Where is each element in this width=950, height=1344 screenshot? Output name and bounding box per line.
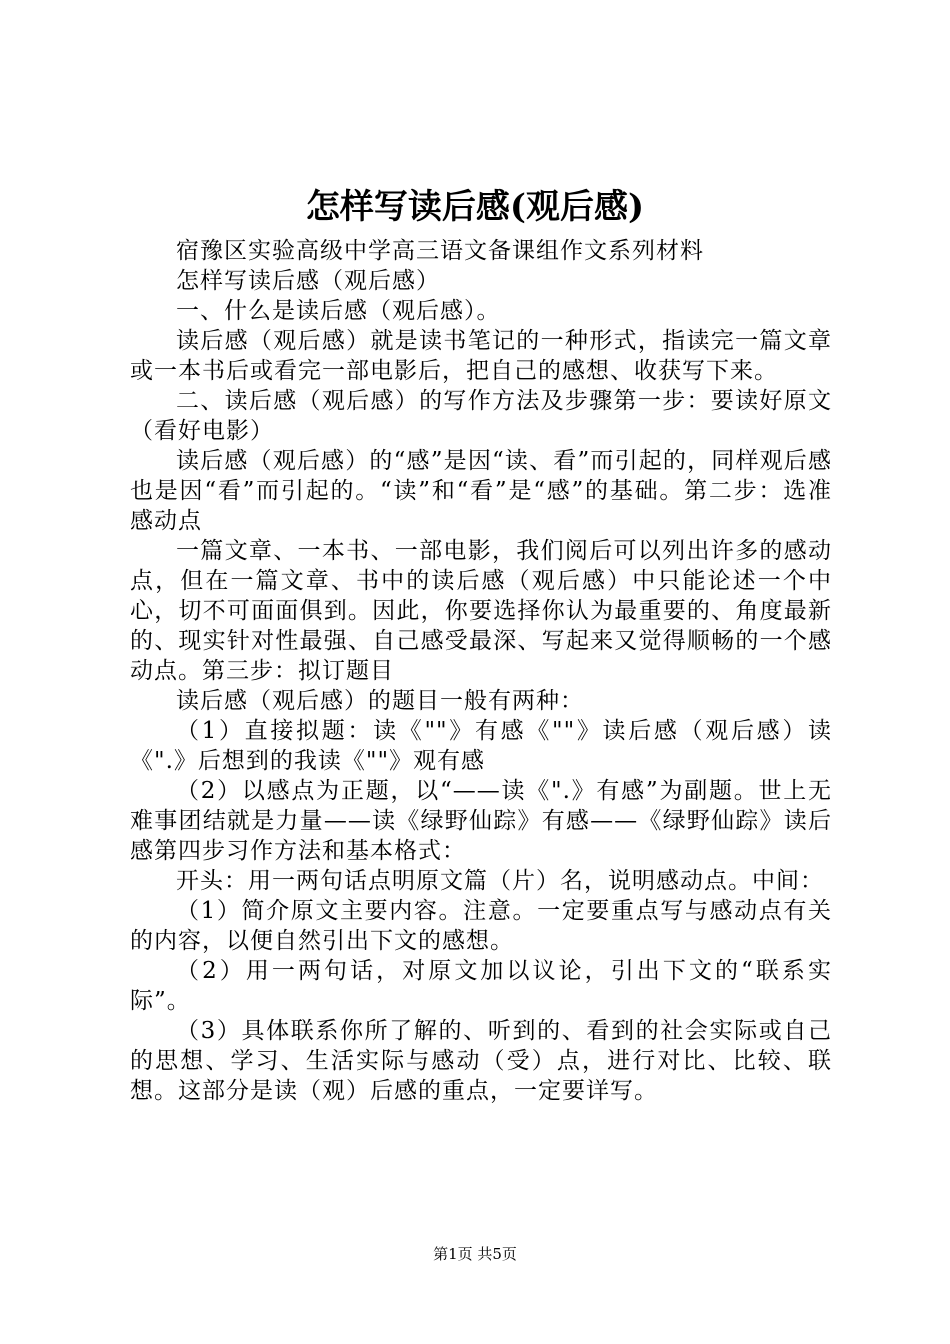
paragraph: 读后感（观后感）的“感”是因“读、看”而引起的，同样观后感也是因“看”而引起的。“读”和“看”是“感”的基础。第二步：选准感动点 bbox=[130, 448, 832, 534]
paragraph: 怎样写读后感（观后感） bbox=[176, 268, 440, 294]
page-title: 怎样写读后感(观后感) bbox=[305, 187, 645, 227]
paragraph: 读后感（观后感）就是读书笔记的一种形式，指读完一篇文章或一本书后或看完一部电影后，把自己的感想、收获写下来。 bbox=[130, 328, 832, 384]
paragraph: 宿豫区实验高级中学高三语文备课组作文系列材料 bbox=[176, 238, 704, 264]
paragraph: （1）简介原文主要内容。注意。一定要重点写与感动点有关的内容，以便自然引出下文的感想。 bbox=[130, 898, 832, 954]
paragraph: （3）具体联系你所了解的、听到的、看到的社会实际或自己的思想、学习、生活实际与感动（受）点，进行对比、比较、联想。这部分是读（观）后感的重点，一定要详写。 bbox=[130, 1018, 832, 1104]
paragraph: （2）用一两句话，对原文加以议论，引出下文的“联系实际”。 bbox=[130, 958, 832, 1014]
paragraph: 读后感（观后感）的题目一般有两种： bbox=[176, 688, 584, 714]
paragraph: （1）直接拟题：读《""》有感《""》读后感（观后感）读《".》后想到的我读《""》观有感 bbox=[130, 718, 832, 774]
paragraph: 开头：用一两句话点明原文篇（片）名，说明感动点。中间： bbox=[176, 868, 824, 894]
page-footer: 第1页 共5页 bbox=[433, 1245, 517, 1263]
paragraph: 一、什么是读后感（观后感）。 bbox=[176, 298, 501, 324]
paragraph: 一篇文章、一本书、一部电影，我们阅后可以列出许多的感动点，但在一篇文章、书中的读后感（观后感）中只能论述一个中心，切不可面面俱到。因此，你要选择你认为最重要的、角度最新的、现实针对性最强、自己感受最深、写起来又觉得顺畅的一个感动点。第三步：拟订题目 bbox=[130, 538, 832, 684]
paragraph: （2）以感点为正题，以“——读《".》有感”为副题。世上无难事团结就是力量——读《绿野仙踪》有感——《绿野仙踪》读后感第四步习作方法和基本格式： bbox=[130, 778, 832, 864]
document-body bbox=[130, 236, 832, 1106]
paragraph: 二、读后感（观后感）的写作方法及步骤第一步：要读好原文（看好电影） bbox=[130, 388, 832, 444]
